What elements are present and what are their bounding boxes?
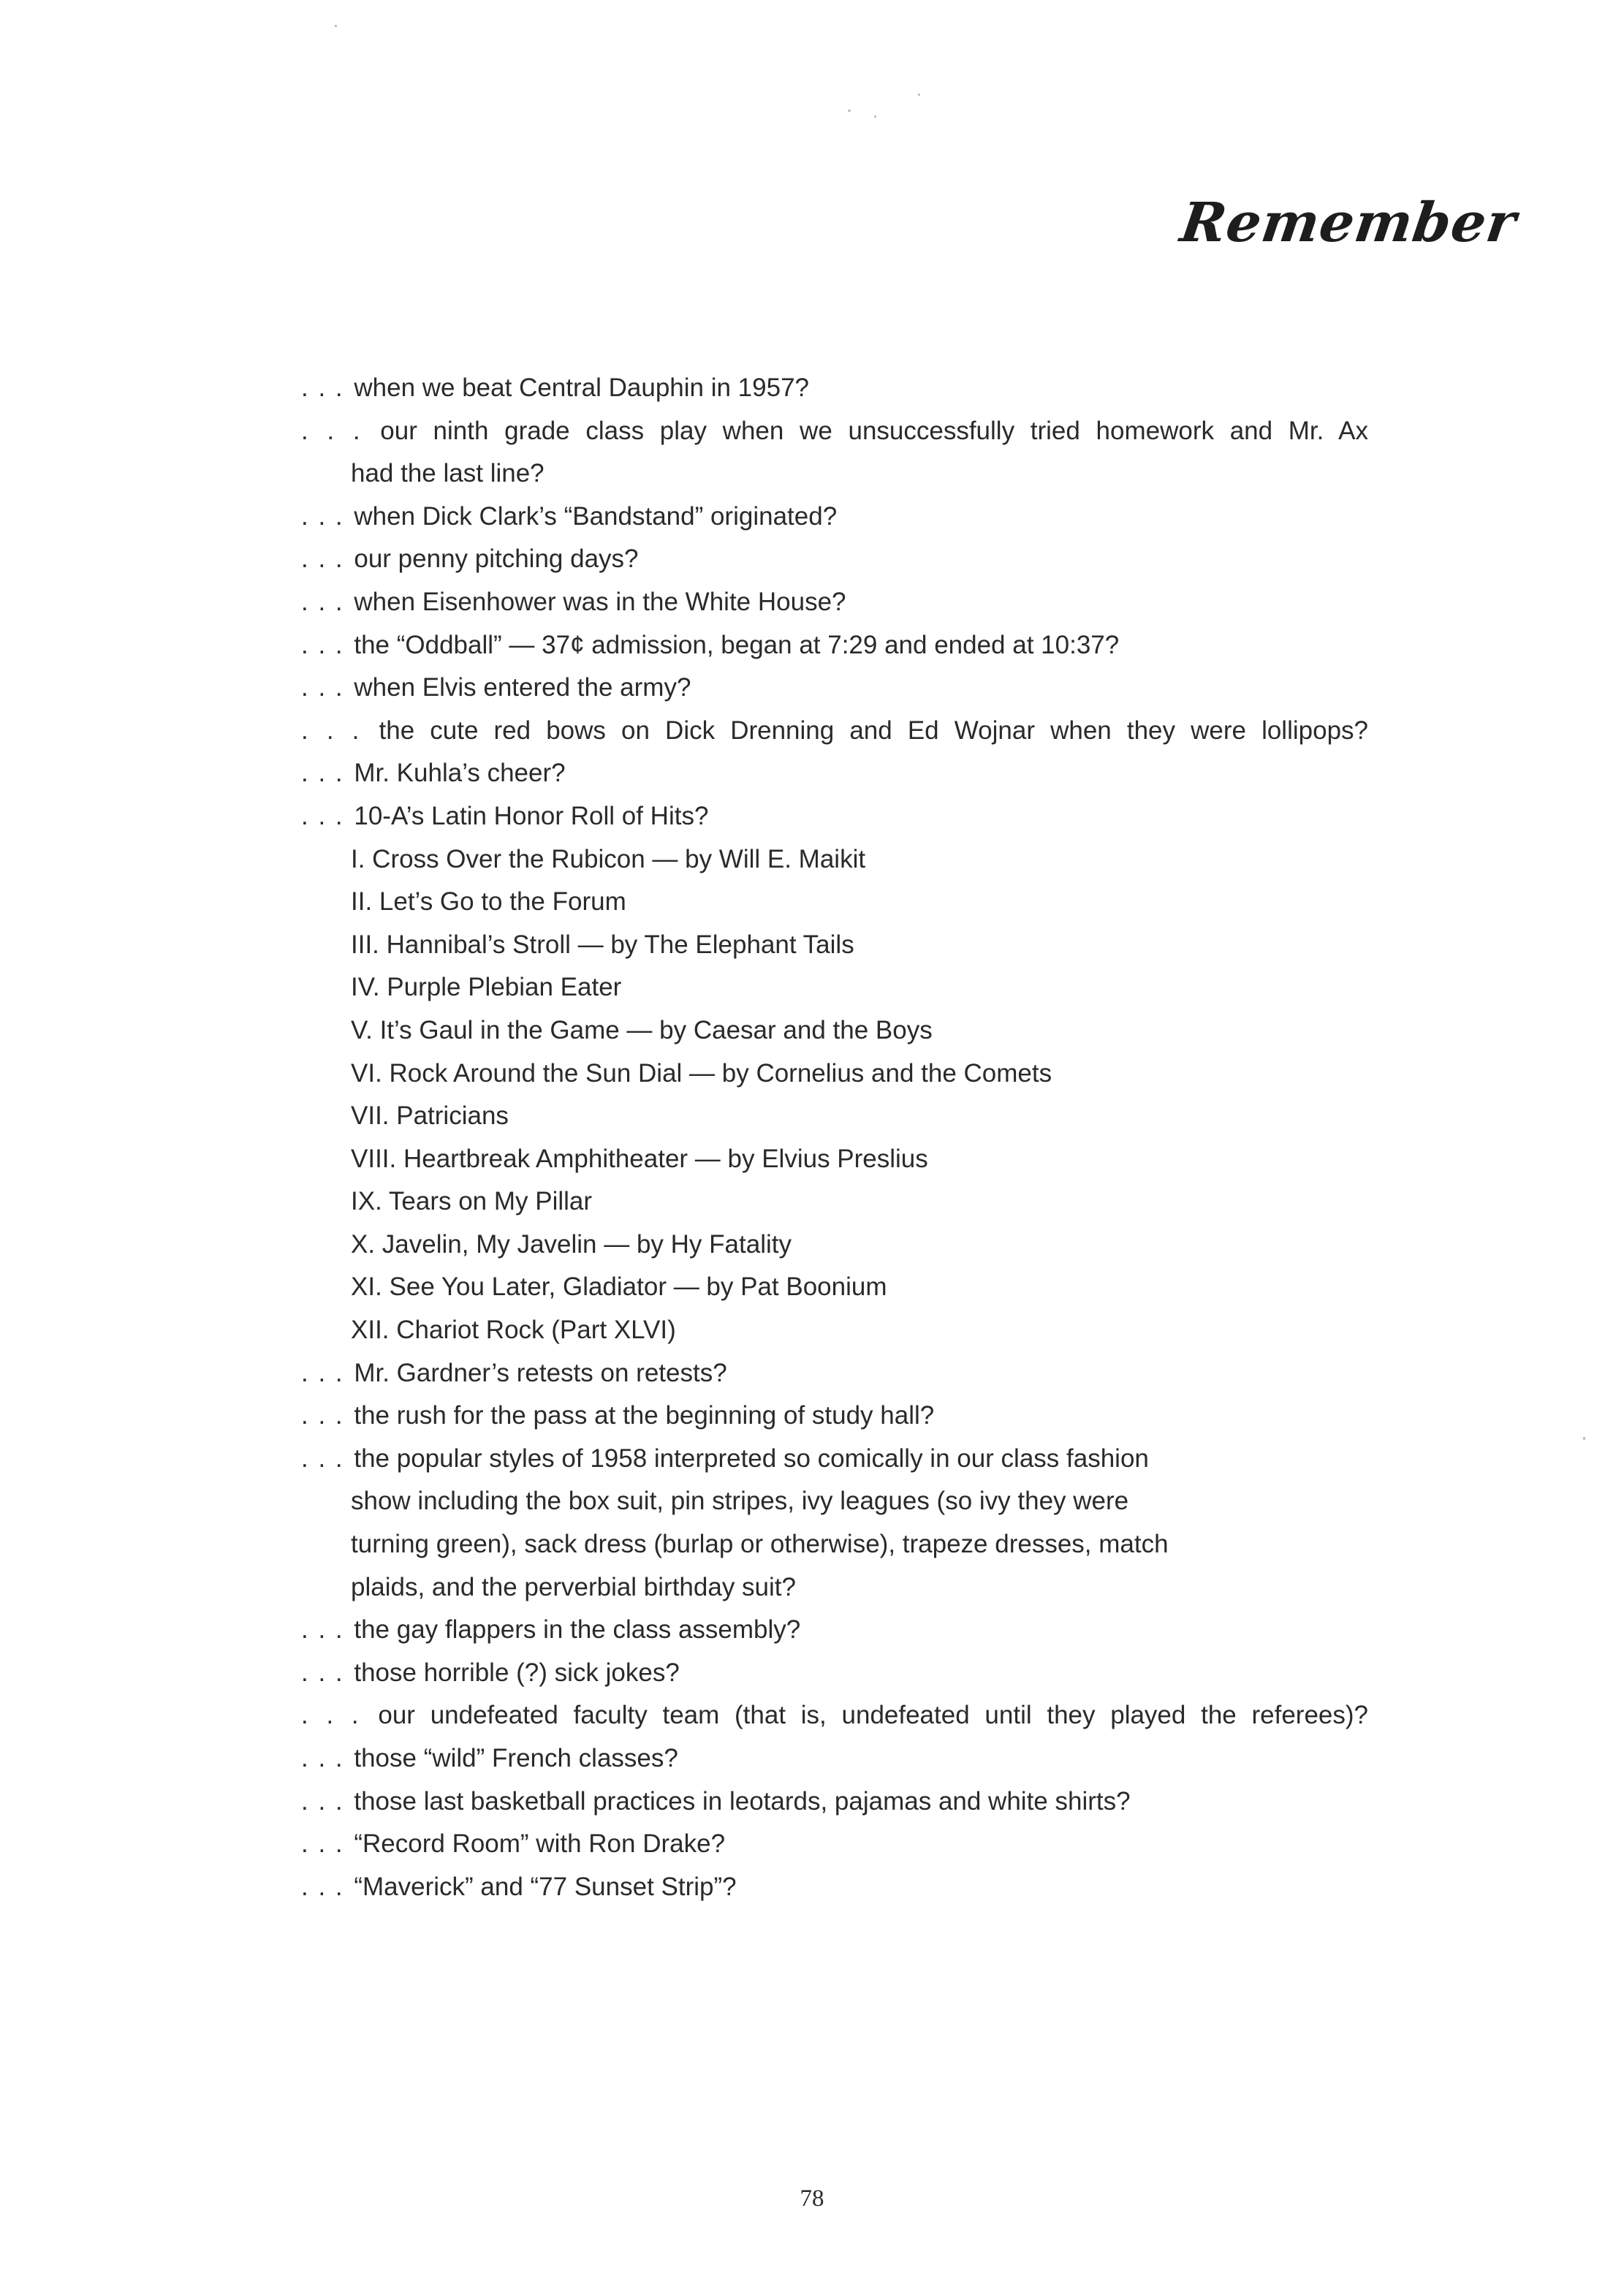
scan-speck <box>848 110 851 112</box>
entry-first-line <box>301 367 1368 410</box>
entry-first-line <box>301 1737 1368 1780</box>
entry-first-line <box>301 1352 1368 1395</box>
entry-text: “Record Room” with Ron Drake? <box>354 1829 726 1859</box>
entry-text: the cute red bows on Dick Drenning and Ed Wojnar when they were lollipops? <box>379 716 1368 745</box>
ellipsis-leader: . . . <box>301 1358 344 1387</box>
latin-hit-item: I. Cross Over the Rubicon — by Will E. Maikit <box>351 844 866 873</box>
entry-first-line <box>301 1823 1368 1866</box>
entry-text: when we beat Central Dauphin in 1957? <box>354 373 810 402</box>
entry-first-line <box>301 624 1368 667</box>
entry-first-line <box>301 581 1368 624</box>
latin-hit-item: IX. Tears on My Pillar <box>351 1187 593 1216</box>
entry-first-line <box>301 410 1368 453</box>
entry-text: plaids, and the perverbial birthday suit? <box>351 1572 796 1601</box>
remember-entry <box>301 752 1368 795</box>
ellipsis-leader: . . . <box>301 501 344 531</box>
entry-text: when Eisenhower was in the White House? <box>354 587 846 616</box>
ellipsis-leader: . . . <box>301 801 344 830</box>
entry-text: those “wild” French classes? <box>354 1744 678 1772</box>
latin-hits-list <box>301 838 1368 1352</box>
remember-entry <box>301 624 1368 667</box>
remember-entry <box>301 1352 1368 1395</box>
remember-entry <box>301 1823 1368 1866</box>
entry-text: our undefeated faculty team (that is, undefeated until they played the referees)? <box>378 1701 1368 1730</box>
latin-hit-item: VI. Rock Around the Sun Dial — by Cornelius and the Comets <box>351 1058 1052 1088</box>
latin-hit-item: XI. See You Later, Gladiator — by Pat Boonium <box>351 1273 887 1302</box>
entry-text: Mr. Kuhla’s cheer? <box>354 759 566 788</box>
entry-first-line <box>301 538 1368 581</box>
ellipsis-leader: . . . <box>301 545 344 574</box>
page-title: Remember <box>1176 191 1521 254</box>
entry-text: had the last line? <box>351 459 545 488</box>
remember-entry <box>301 1609 1368 1652</box>
remember-entry <box>301 496 1368 539</box>
latin-hit-item: V. It’s Gaul in the Game — by Caesar and the Boys <box>351 1015 933 1044</box>
remember-entry <box>301 1780 1368 1824</box>
entry-text: the popular styles of 1958 interpreted so comically in our class fashion <box>354 1444 1149 1473</box>
ellipsis-leader: . . . <box>301 759 344 788</box>
entry-first-line <box>301 667 1368 710</box>
ellipsis-leader: . . . <box>301 1401 344 1430</box>
remember-entry <box>301 795 1368 838</box>
remember-entry <box>301 667 1368 710</box>
entry-text: the rush for the pass at the beginning of study hall? <box>354 1401 935 1430</box>
entry-text: our penny pitching days? <box>354 545 639 574</box>
remember-entry <box>301 710 1368 753</box>
remember-entry <box>301 1438 1368 1609</box>
ellipsis-leader: . . . <box>301 716 361 745</box>
latin-hit-item: VIII. Heartbreak Amphitheater — by Elvius Preslius <box>351 1144 928 1173</box>
scan-speck <box>874 115 876 118</box>
ellipsis-leader: . . . <box>301 1658 344 1687</box>
ellipsis-leader: . . . <box>301 1872 344 1901</box>
entry-text: show including the box suit, pin stripes, ivy leagues (so ivy they were <box>351 1487 1129 1516</box>
entry-continuation-line <box>301 1523 1368 1566</box>
entry-first-line <box>301 1438 1368 1481</box>
latin-hit-item: IV. Purple Plebian Eater <box>351 973 622 1002</box>
entry-text: the “Oddball” — 37¢ admission, began at 7:29 and ended at 10:37? <box>354 630 1120 659</box>
ellipsis-leader: . . . <box>301 1744 344 1772</box>
entry-first-line <box>301 1780 1368 1824</box>
entry-first-line <box>301 710 1368 753</box>
ellipsis-leader: . . . <box>301 1829 344 1859</box>
ellipsis-leader: . . . <box>301 373 344 402</box>
entry-text: when Elvis entered the army? <box>354 673 691 702</box>
entry-text: Mr. Gardner’s retests on retests? <box>354 1358 727 1387</box>
ellipsis-leader: . . . <box>301 587 344 616</box>
remember-entry <box>301 1395 1368 1438</box>
remember-entry <box>301 1694 1368 1737</box>
entry-continuation-line <box>301 1480 1368 1523</box>
remember-entry <box>301 410 1368 496</box>
latin-hit-item: III. Hannibal’s Stroll — by The Elephant Tails <box>351 930 854 959</box>
latin-hit-item: XII. Chariot Rock (Part XLVI) <box>351 1316 676 1345</box>
scan-speck <box>1583 1437 1585 1440</box>
ellipsis-leader: . . . <box>301 673 344 702</box>
ellipsis-leader: . . . <box>301 1444 344 1473</box>
entry-first-line <box>301 795 1368 838</box>
ellipsis-leader: . . . <box>301 630 344 659</box>
entry-text: “Maverick” and “77 Sunset Strip”? <box>354 1872 737 1901</box>
remember-entry <box>301 1737 1368 1780</box>
latin-hit-item: X. Javelin, My Javelin — by Hy Fatality <box>351 1229 792 1259</box>
entry-continuation-line <box>301 1566 1368 1609</box>
page-number: 78 <box>800 2185 824 2212</box>
remember-entry <box>301 1652 1368 1695</box>
remember-entry <box>301 581 1368 624</box>
ellipsis-leader: . . . <box>301 416 362 445</box>
entry-first-line <box>301 1395 1368 1438</box>
entry-text: turning green), sack dress (burlap or otherwise), trapeze dresses, match <box>351 1530 1169 1559</box>
ellipsis-leader: . . . <box>301 1786 344 1816</box>
entry-first-line <box>301 1866 1368 1909</box>
remember-list <box>301 367 1368 1908</box>
entry-continuation-line <box>301 452 1368 496</box>
scan-speck <box>918 94 920 96</box>
remember-entry <box>301 538 1368 581</box>
entry-text: the gay flappers in the class assembly? <box>354 1615 801 1645</box>
entry-first-line <box>301 1609 1368 1652</box>
entry-text: those horrible (?) sick jokes? <box>354 1658 680 1687</box>
entry-first-line <box>301 752 1368 795</box>
entry-text: when Dick Clark’s “Bandstand” originated? <box>354 501 838 531</box>
entry-first-line <box>301 496 1368 539</box>
entry-first-line <box>301 1694 1368 1737</box>
entry-text: our ninth grade class play when we unsuccessfully tried homework and Mr. Ax <box>380 416 1368 445</box>
entry-text: those last basketball practices in leotards, pajamas and white shirts? <box>354 1786 1131 1816</box>
remember-entry <box>301 367 1368 410</box>
latin-hit-item: II. Let’s Go to the Forum <box>351 887 626 917</box>
remember-entry <box>301 1866 1368 1909</box>
scan-speck <box>335 25 337 27</box>
entry-text: 10-A’s Latin Honor Roll of Hits? <box>354 801 709 830</box>
latin-hit-item: VII. Patricians <box>351 1101 509 1131</box>
entry-first-line <box>301 1652 1368 1695</box>
ellipsis-leader: . . . <box>301 1615 344 1645</box>
ellipsis-leader: . . . <box>301 1701 360 1730</box>
